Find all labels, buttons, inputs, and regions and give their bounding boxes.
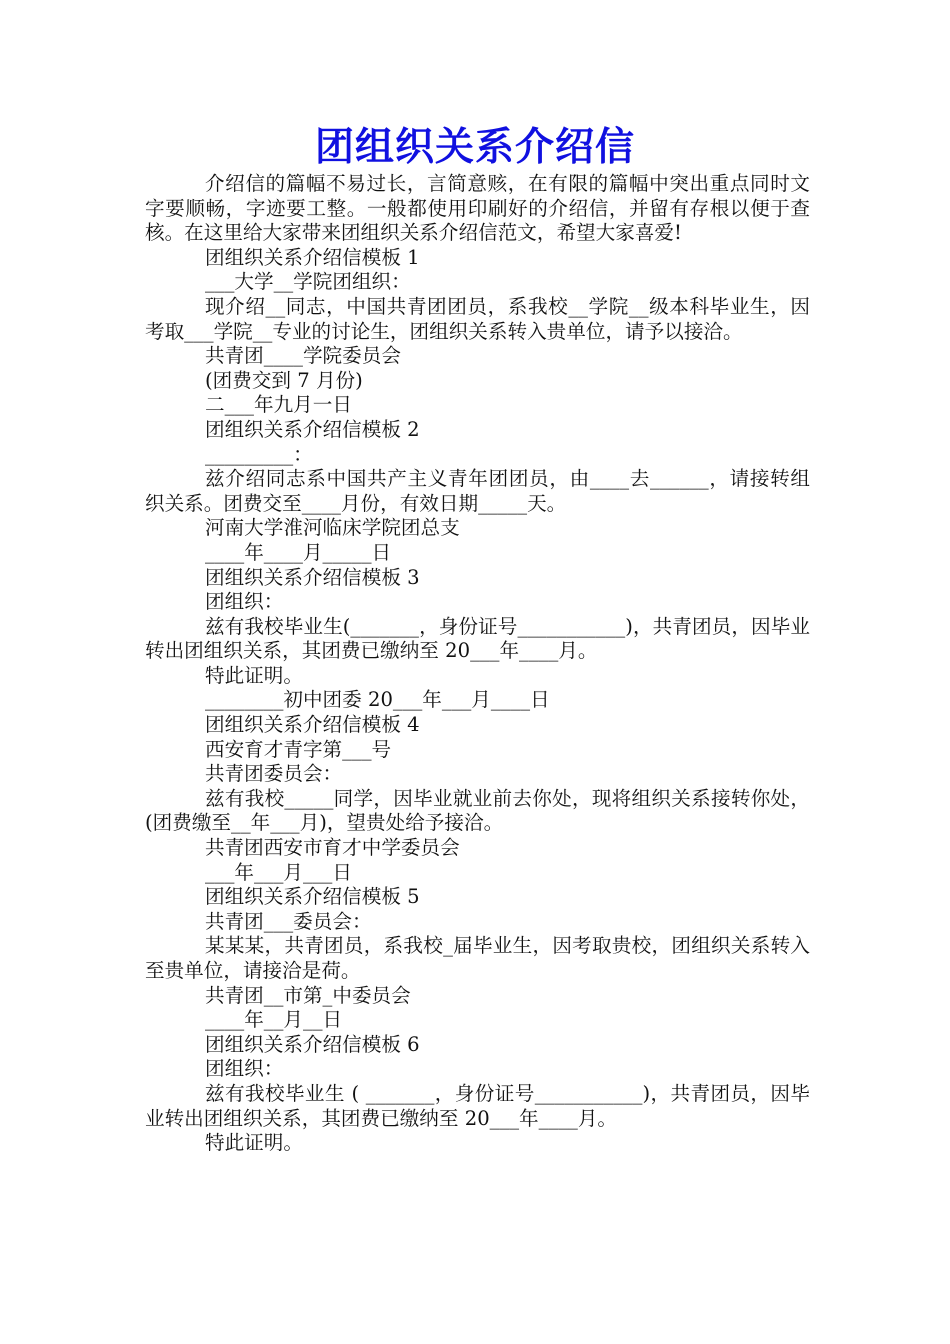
document-title: 团组织关系介绍信 [314, 125, 635, 170]
template-3-body: 兹有我校毕业生(_______，身份证号___________)，共青团员，因毕业转出团组织关系，其团费已缴纳至 20___年____月。 [145, 614, 810, 663]
template-6-certification: 特此证明。 [205, 1131, 303, 1155]
template-3-heading: 团组织关系介绍信模板 3 [205, 565, 420, 589]
intro-paragraph: 介绍信的篇幅不易过长，言简意赅，在有限的篇幅中突出重点同时文字要顺畅，字迹要工整。一般都使用印刷好的介绍信，并留有存根以便于查核。在这里给大家带来团组织关系介绍信范文，希望大家喜爱! [145, 172, 810, 245]
template-4-reference-number: 西安育才青字第___号 [205, 737, 392, 761]
template-6-body: 兹有我校毕业生 ( _______，身份证号___________)，共青团员，因毕业转出团组织关系，其团费已缴纳至 20___年____月。 [145, 1081, 810, 1130]
template-3-signature-date: ________初中团委 20___年___月____日 [205, 688, 550, 712]
template-1-fee-note: (团费交到 7 月份) [205, 368, 363, 392]
template-2-date: ____年____月_____日 [205, 540, 392, 564]
template-5-body: 某某某，共青团员，系我校_届毕业生，因考取贵校，团组织关系转入至贵单位，请接洽是荷。 [145, 934, 810, 982]
template-2-heading: 团组织关系介绍信模板 2 [205, 417, 420, 441]
template-3-certification: 特此证明。 [205, 663, 303, 687]
template-1-date: 二___年九月一日 [205, 393, 352, 417]
template-5-signature: 共青团__市第_中委员会 [205, 983, 411, 1007]
template-6-heading: 团组织关系介绍信模板 6 [205, 1032, 420, 1056]
template-6-salutation: 团组织： [205, 1057, 284, 1081]
template-1-heading: 团组织关系介绍信模板 1 [205, 245, 420, 269]
template-1-signature: 共青团____学院委员会 [205, 344, 401, 368]
template-4-body: 兹有我校_____同学，因毕业就业前去你处，现将组织关系接转你处，(团费缴至__年___月)，望贵处给予接洽。 [145, 786, 810, 835]
template-4-date: ___年___月___日 [205, 860, 352, 884]
template-1-body: 现介绍__同志，中国共青团团员，系我校__学院__级本科毕业生，因考取___学院__专业的讨论生，团组织关系转入贵单位，请予以接洽。 [145, 294, 810, 343]
template-5-salutation: 共青团___委员会： [205, 909, 372, 933]
template-1-salutation: ___大学__学院团组织： [205, 270, 411, 294]
template-4-heading: 团组织关系介绍信模板 4 [205, 713, 420, 737]
template-5-date: ____年__月__日 [205, 1008, 343, 1032]
template-2-body: 兹介绍同志系中国共产主义青年团团员，由____去______，请接转组织关系。团费交至____月份，有效日期_____天。 [145, 467, 810, 515]
template-5-heading: 团组织关系介绍信模板 5 [205, 885, 420, 909]
template-3-salutation: 团组织： [205, 590, 284, 614]
template-2-signature: 河南大学淮河临床学院团总支 [205, 516, 460, 540]
template-4-salutation: 共青团委员会： [205, 762, 343, 786]
template-4-signature: 共青团西安市育才中学委员会 [205, 836, 460, 860]
template-2-salutation: _________： [205, 442, 313, 466]
document-body [145, 172, 810, 1156]
